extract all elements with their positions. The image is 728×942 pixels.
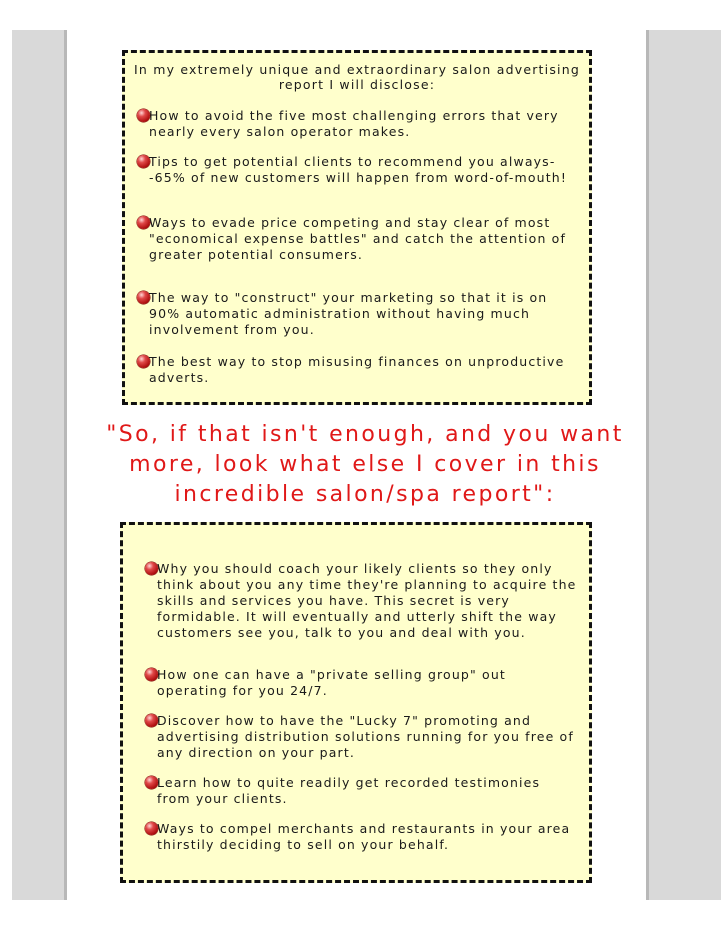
disclosure-box (122, 50, 592, 405)
list-item: Learn how to quite readily get recorded testimonies from your clients. (157, 775, 541, 806)
box-intro-text: In my extremely unique and extraordinary salon advertising report I will disclose: (134, 62, 580, 92)
list-item: Why you should coach your likely clients so they only think about you any time they're planning to acquire the skills and services you have. This secret is very formidable. It will eventually and utterly shift the way customers see you, talk to you and deal with you. (157, 561, 577, 640)
list-item: Discover how to have the "Lucky 7" promoting and advertising distribution solutions running for you free of any direction on your part. (157, 713, 574, 760)
list-item: The way to "construct" your marketing so that it is on 90% automatic administration without having much involvement from you. (149, 290, 548, 337)
list-item: Tips to get potential clients to recommend you always--65% of new customers will happen from word-of-mouth! (149, 154, 568, 185)
section-headline: "So, if that isn't enough, and you want more, look what else I cover in this incredible salon/spa report": (106, 422, 624, 507)
list-item: How to avoid the five most challenging errors that very nearly every salon operator makes. (149, 108, 559, 139)
viewer-gutter-right (646, 30, 721, 900)
list-item: Ways to compel merchants and restaurants in your area thirstily deciding to sell on your behalf. (157, 821, 571, 852)
list-item: Ways to evade price competing and stay clear of most "economical expense battles" and catch the attention of greater potential consumers. (149, 215, 567, 262)
viewer-gutter-left (12, 30, 67, 900)
list-item: The best way to stop misusing finances on unproductive adverts. (149, 354, 565, 385)
coverage-box (120, 522, 592, 883)
list-item: How one can have a "private selling group" out operating for you 24/7. (157, 667, 506, 698)
